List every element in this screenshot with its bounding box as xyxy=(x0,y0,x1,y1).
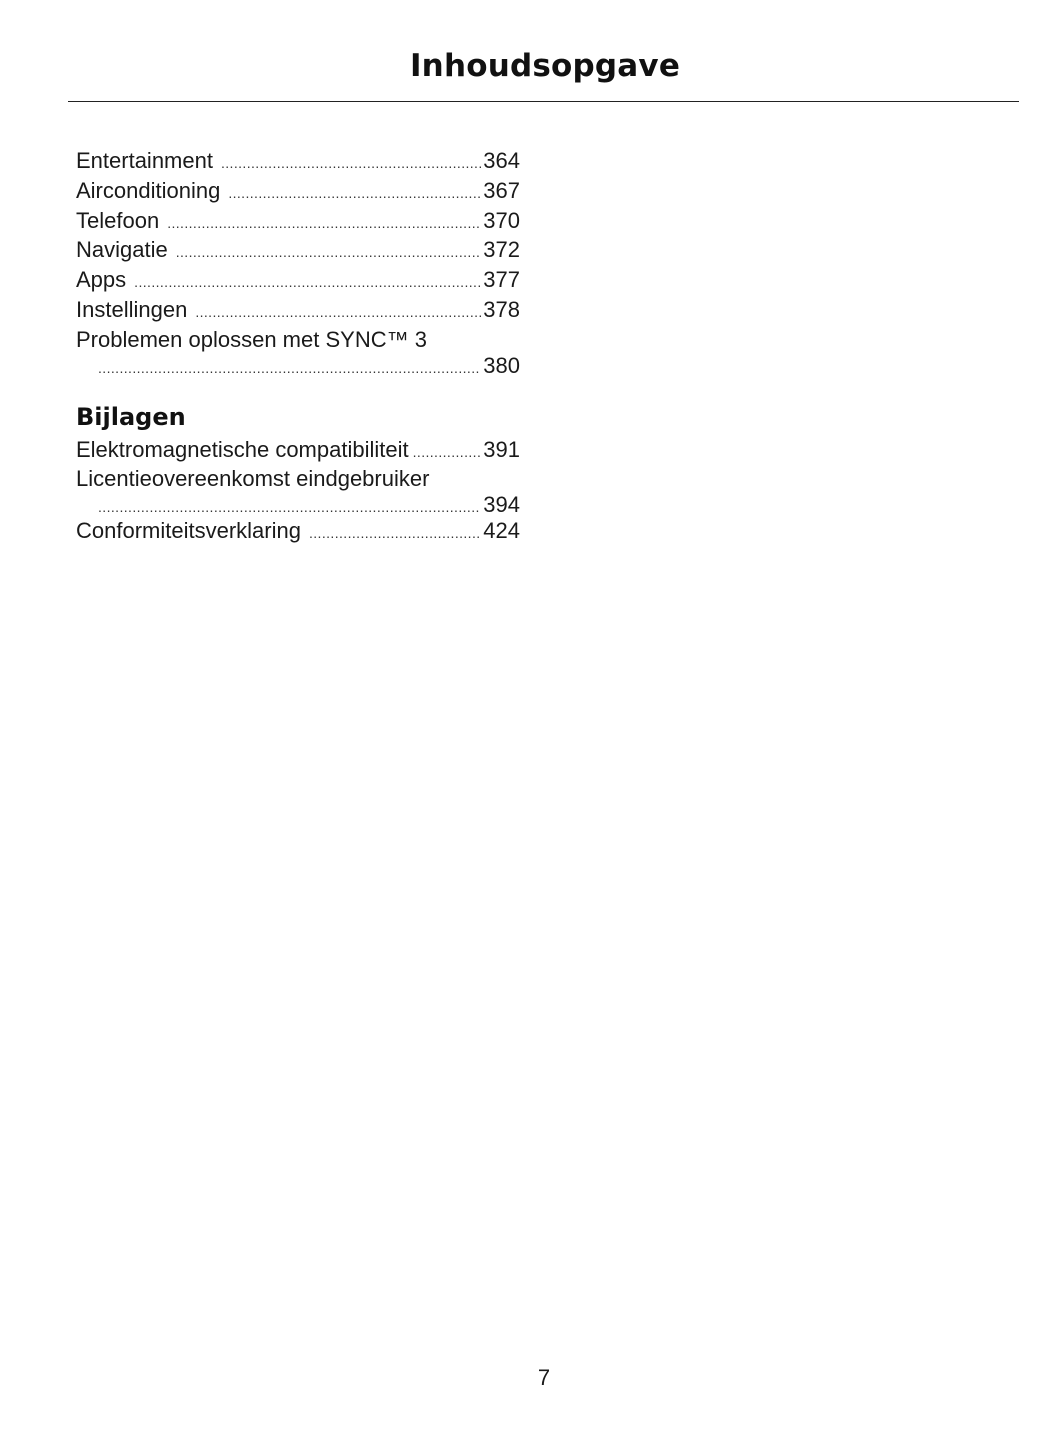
toc-entry-instellingen[interactable] xyxy=(76,295,520,325)
page-title: Inhoudsopgave xyxy=(409,48,681,84)
page-number: 7 xyxy=(537,1365,551,1390)
dot-leader xyxy=(221,149,481,179)
toc-entry-page: 424 xyxy=(483,518,520,544)
toc-entry-page: 372 xyxy=(483,237,520,263)
dot-leader xyxy=(134,268,481,298)
toc-entry-telefoon[interactable] xyxy=(76,206,520,236)
toc-entry-label: Instellingen xyxy=(76,296,188,322)
toc-entry-page: 367 xyxy=(483,177,520,203)
toc-entry-continuation xyxy=(76,352,520,378)
toc-entry-label: Problemen oplossen met SYNC™ 3 xyxy=(76,326,427,352)
toc-entry-label: Navigatie xyxy=(76,237,168,263)
toc-entry-label: Airconditioning xyxy=(76,177,221,203)
toc-entry-page: 377 xyxy=(483,267,520,293)
dot-leader xyxy=(413,438,482,468)
toc-entry-label: Apps xyxy=(76,267,127,293)
toc-entry-navigatie[interactable] xyxy=(76,235,520,265)
dot-leader xyxy=(98,357,481,379)
dot-leader xyxy=(195,298,481,328)
toc-entry-label: Conformiteitsverklaring xyxy=(76,518,301,544)
table-of-contents xyxy=(76,146,520,546)
toc-entry-page: 380 xyxy=(483,352,520,378)
toc-entry-page: 378 xyxy=(483,296,520,322)
toc-entry-airconditioning[interactable] xyxy=(76,176,520,206)
toc-entry-page: 370 xyxy=(483,207,520,233)
toc-entry-label: Telefoon xyxy=(76,207,160,233)
toc-entry-page: 364 xyxy=(483,148,520,173)
toc-entry-page: 391 xyxy=(483,436,520,462)
dot-leader xyxy=(167,209,481,239)
toc-entry-elektromagnetische-compatibiliteit[interactable] xyxy=(76,435,520,465)
toc-entry-page: 394 xyxy=(483,492,520,518)
toc-entry-licentieovereenkomst[interactable] xyxy=(76,464,520,516)
title-divider xyxy=(68,101,1019,102)
dot-leader xyxy=(176,238,482,268)
toc-entry-conformiteitsverklaring[interactable] xyxy=(76,516,520,546)
toc-entry-apps[interactable] xyxy=(76,265,520,295)
toc-entry-problemen-oplossen[interactable] xyxy=(76,325,520,377)
dot-leader xyxy=(98,496,481,518)
dot-leader xyxy=(228,179,481,209)
toc-entry-label: Licentieovereenkomst eindgebruiker xyxy=(76,466,430,492)
toc-entry-continuation xyxy=(76,494,520,516)
dot-leader xyxy=(309,519,481,549)
section-heading-bijlagen: Bijlagen xyxy=(76,402,186,431)
toc-entry-label: Entertainment xyxy=(76,148,213,173)
toc-entry-label: Elektromagnetische compatibiliteit xyxy=(76,436,409,462)
toc-entry-entertainment[interactable] xyxy=(76,146,520,176)
